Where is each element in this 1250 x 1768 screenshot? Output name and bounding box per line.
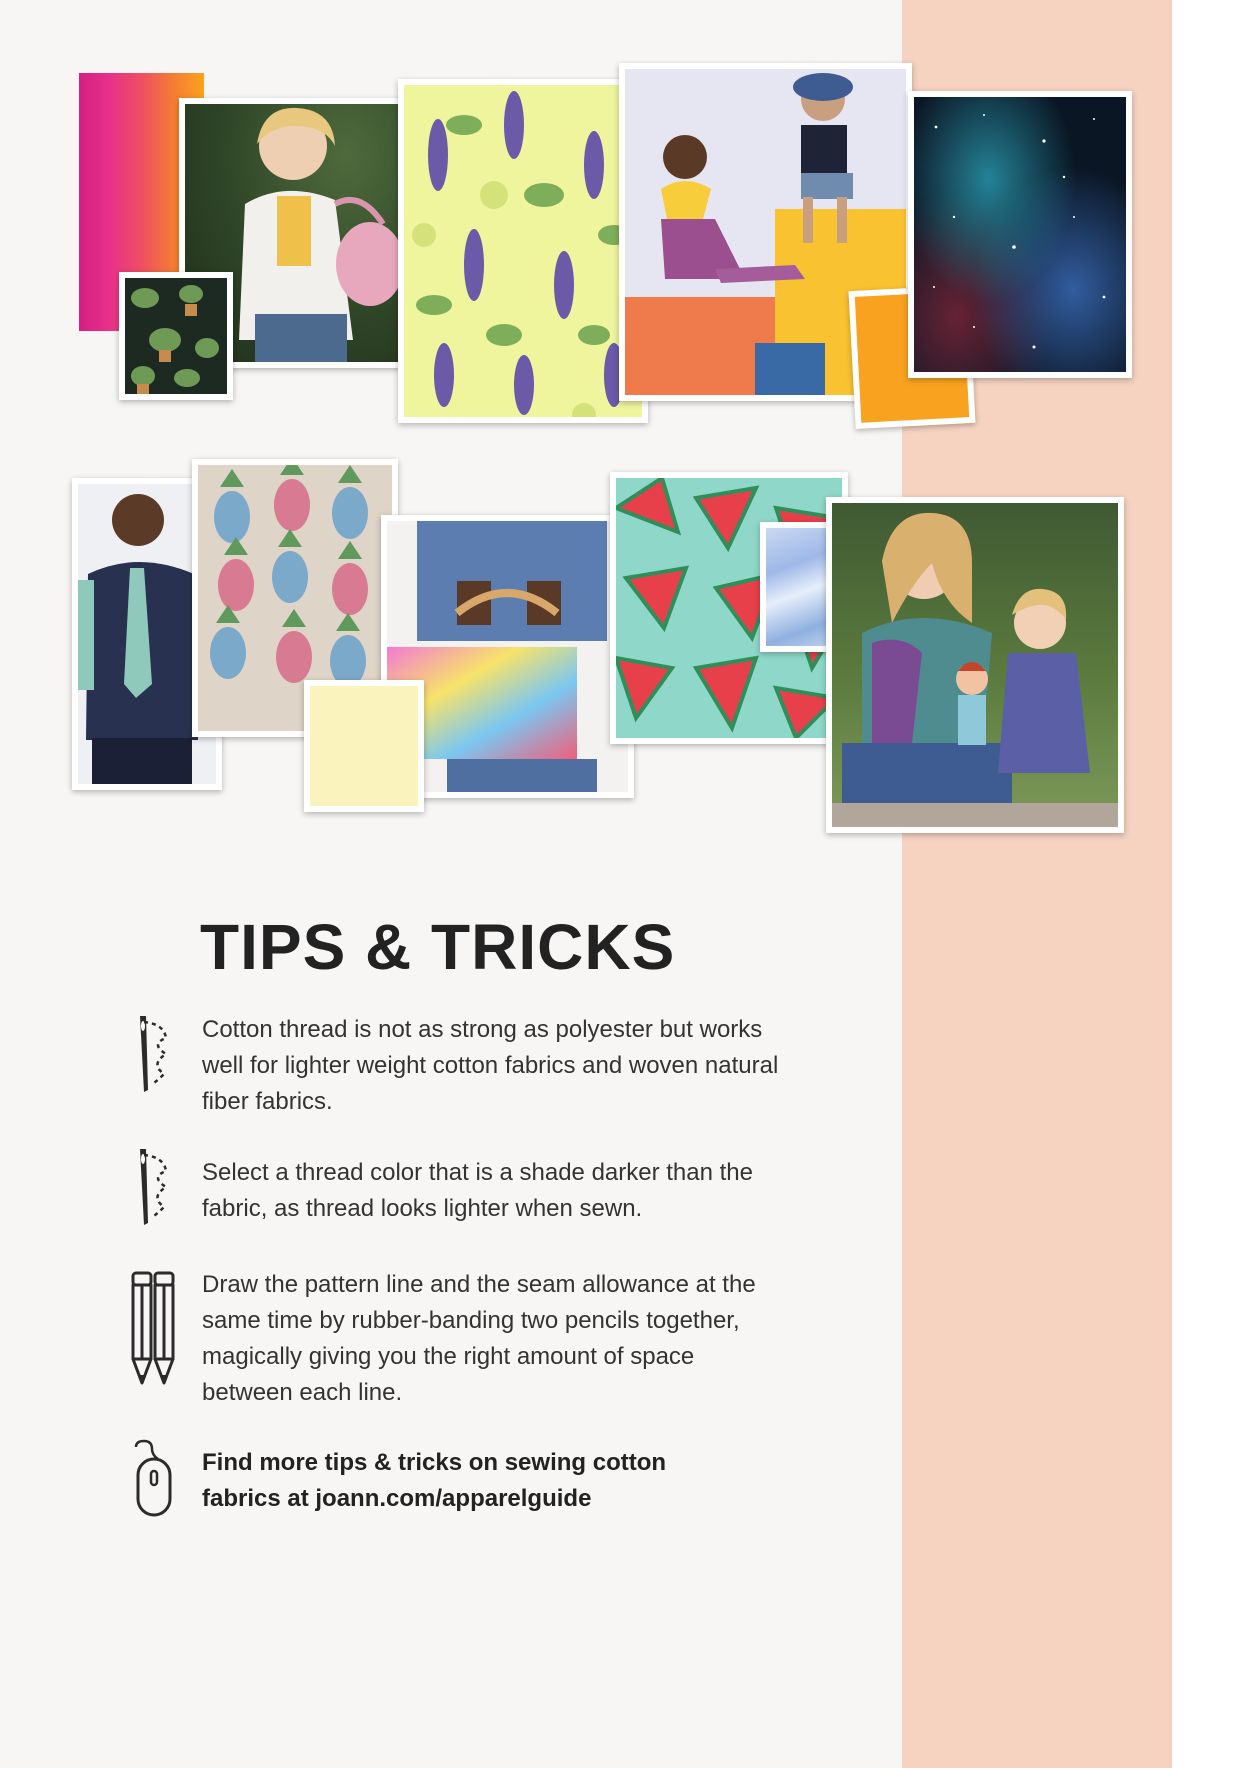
tip-line: Find more tips & tricks on sewing cotton bbox=[202, 1449, 667, 1476]
needle-thread-icon bbox=[130, 1147, 176, 1232]
mother-daughter-doll bbox=[826, 497, 1124, 833]
tips-title: TIPS & TRICKS bbox=[200, 911, 676, 983]
galaxy-print-fabric bbox=[908, 91, 1132, 378]
pale-yellow-swatch bbox=[304, 680, 424, 812]
tip-line: fabrics at joann.com/apparelguide bbox=[202, 1485, 592, 1512]
tip-line: fabric, as thread looks lighter when sewn. bbox=[202, 1195, 643, 1222]
tip-line: Cotton thread is not as strong as polyester but works bbox=[202, 1016, 763, 1043]
potted-plants-fabric bbox=[119, 272, 233, 400]
lavender-floral-fabric bbox=[398, 79, 648, 423]
computer-mouse-icon bbox=[132, 1439, 176, 1524]
tip-text-find-more bbox=[202, 1445, 890, 1517]
tip-item-two-pencils bbox=[120, 1267, 890, 1417]
tip-line: between each line. bbox=[202, 1379, 403, 1406]
tip-line: Draw the pattern line and the seam allowance at the bbox=[202, 1271, 756, 1298]
tip-line: fiber fabrics. bbox=[202, 1088, 333, 1115]
tip-text-thread-color bbox=[202, 1155, 890, 1227]
two-pencils-icon bbox=[130, 1271, 176, 1394]
tip-item-find-more bbox=[120, 1445, 890, 1535]
tip-line: same time by rubber-banding two pencils together, bbox=[202, 1307, 740, 1334]
tip-item-thread-color bbox=[120, 1155, 890, 1245]
needle-thread-icon bbox=[130, 1014, 176, 1099]
tip-text-cotton-thread bbox=[202, 1012, 890, 1120]
tip-line: magically giving you the right amount of space bbox=[202, 1343, 695, 1370]
page-right-margin bbox=[1172, 0, 1250, 1768]
tip-item-cotton-thread bbox=[120, 1012, 890, 1122]
tip-line: Select a thread color that is a shade darker than the bbox=[202, 1159, 754, 1186]
tip-text-two-pencils bbox=[202, 1267, 890, 1411]
tip-line: well for lighter weight cotton fabrics and woven natural bbox=[202, 1052, 779, 1079]
